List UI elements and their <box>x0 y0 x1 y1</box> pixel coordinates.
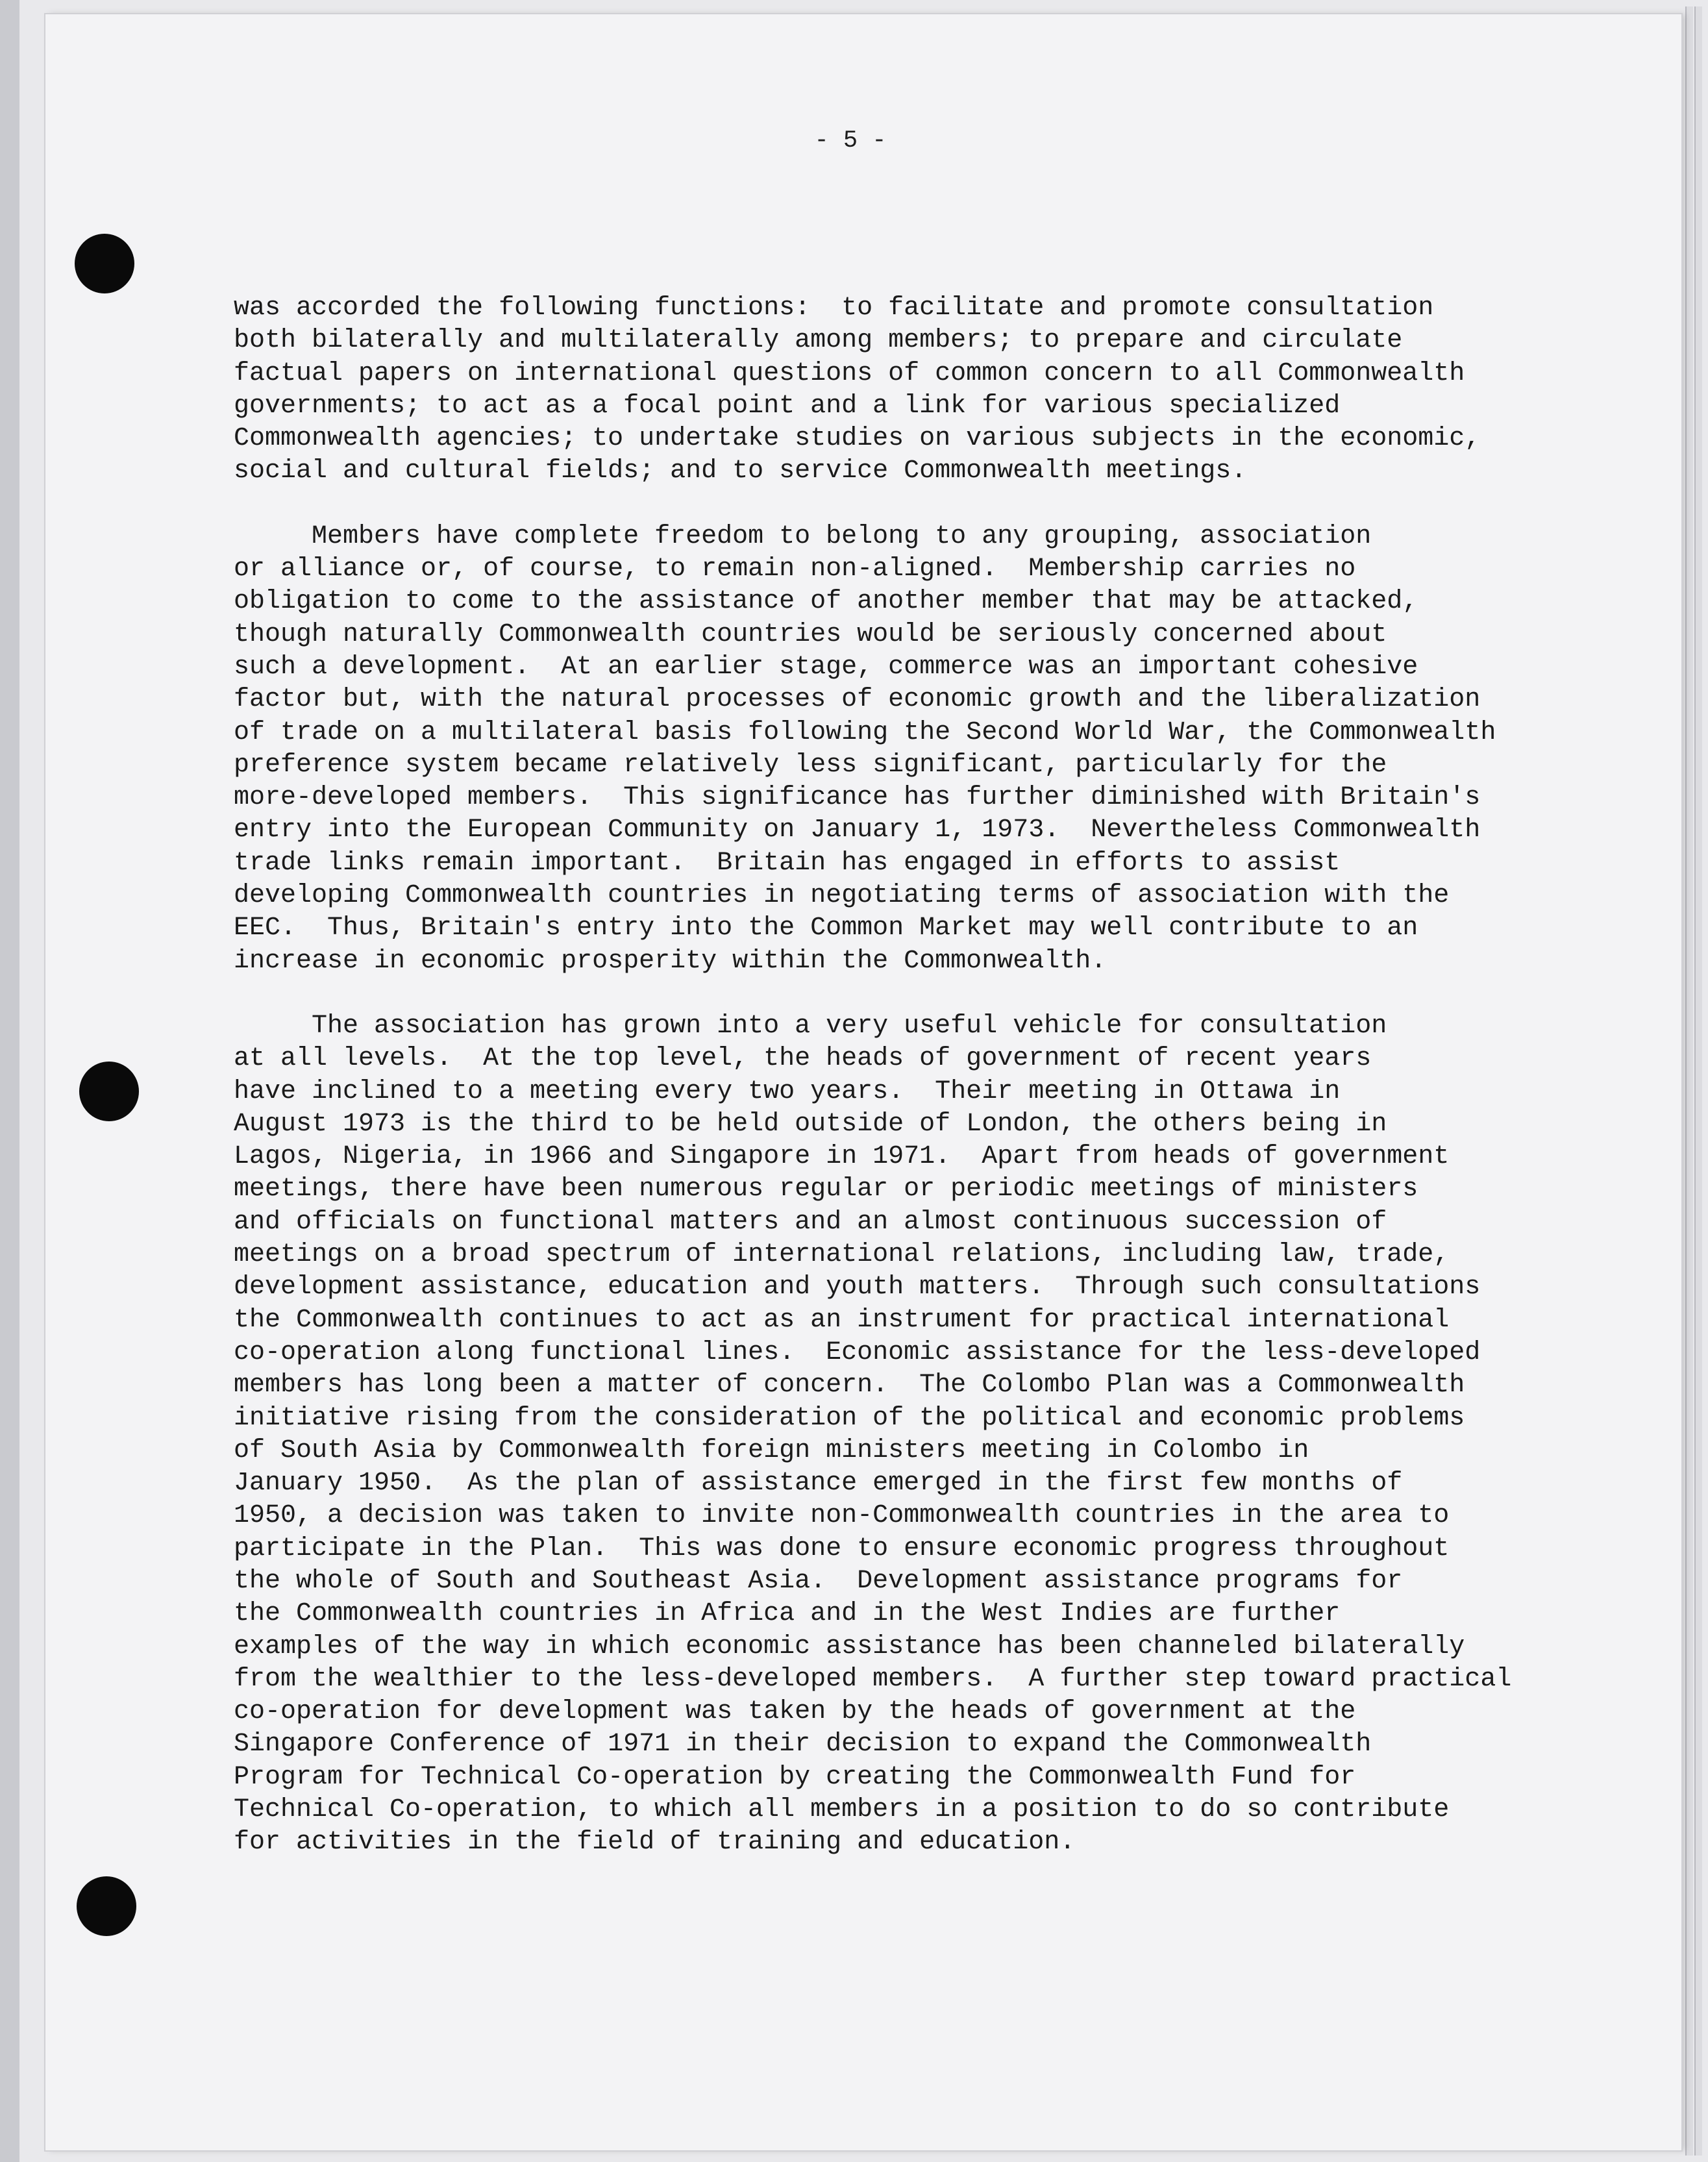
stacked-page-edge <box>1694 6 1702 2156</box>
punch-hole <box>75 234 134 293</box>
text-line: the Commonwealth countries in Africa and in the West Indies are further <box>234 1599 1341 1629</box>
text-line: co-operation along functional lines. Economic assistance for the less-developed <box>234 1337 1481 1367</box>
text-line: the Commonwealth continues to act as an instrument for practical international <box>234 1305 1450 1335</box>
text-line: trade links remain important. Britain has engaged in efforts to assist <box>234 848 1341 878</box>
text-line: developing Commonwealth countries in negotiating terms of association with the <box>234 881 1450 911</box>
text-line: preference system became relatively less significant, particularly for the <box>234 750 1387 780</box>
text-line: of trade on a multilateral basis following the Second World War, the Commonwealth <box>234 717 1496 747</box>
stacked-page-edge <box>1685 6 1693 2156</box>
paragraph <box>234 292 1597 488</box>
page-left-edge <box>0 0 19 2162</box>
text-line: Lagos, Nigeria, in 1966 and Singapore in 1971. Apart from heads of government <box>234 1142 1450 1172</box>
text-line: social and cultural fields; and to service Commonwealth meetings. <box>234 456 1247 486</box>
text-line: entry into the European Community on January 1, 1973. Nevertheless Commonwealth <box>234 815 1481 845</box>
text-line: meetings, there have been numerous regular or periodic meetings of ministers <box>234 1174 1418 1204</box>
text-line: though naturally Commonwealth countries would be seriously concerned about <box>234 619 1387 649</box>
text-line: participate in the Plan. This was done to ensure economic progress throughout <box>234 1534 1450 1563</box>
text-line: for activities in the field of training and education. <box>234 1828 1076 1858</box>
text-line: initiative rising from the consideration of the political and economic problems <box>234 1403 1465 1433</box>
text-line: co-operation for development was taken by the heads of government at the <box>234 1697 1356 1727</box>
paragraph <box>234 1010 1597 1859</box>
punch-hole <box>77 1876 136 1936</box>
text-line: more-developed members. This significance has further diminished with Britain's <box>234 783 1481 813</box>
text-line: development assistance, education and youth matters. Through such consultations <box>234 1273 1481 1302</box>
text-line: both bilaterally and multilaterally among members; to prepare and circulate <box>234 326 1403 356</box>
text-line: increase in economic prosperity within the Commonwealth. <box>234 946 1107 976</box>
text-line: Commonwealth agencies; to undertake studies on various subjects in the economic, <box>234 424 1481 454</box>
text-line: and officials on functional matters and an almost continuous succession of <box>234 1207 1387 1237</box>
text-line: at all levels. At the top level, the heads of government of recent years <box>234 1044 1372 1074</box>
text-line: obligation to come to the assistance of another member that may be attacked, <box>234 587 1418 617</box>
text-line: from the wealthier to the less-developed members. A further step toward practical <box>234 1664 1512 1694</box>
text-line: or alliance or, of course, to remain non-aligned. Membership carries no <box>234 554 1356 584</box>
text-line: The association has grown into a very useful vehicle for consultation <box>234 1011 1387 1041</box>
text-line: EEC. Thus, Britain's entry into the Common Market may well contribute to an <box>234 913 1418 943</box>
page-number: - 5 - <box>814 127 887 155</box>
text-line: of South Asia by Commonwealth foreign ministers meeting in Colombo in <box>234 1435 1309 1465</box>
document-body <box>234 292 1597 1892</box>
text-line: January 1950. As the plan of assistance emerged in the first few months of <box>234 1469 1403 1498</box>
text-line: such a development. At an earlier stage, commerce was an important cohesive <box>234 652 1418 682</box>
text-line: August 1973 is the third to be held outside of London, the others being in <box>234 1109 1387 1139</box>
text-line: have inclined to a meeting every two years. Their meeting in Ottawa in <box>234 1076 1341 1106</box>
punch-hole <box>79 1062 139 1121</box>
text-line: Singapore Conference of 1971 in their decision to expand the Commonwealth <box>234 1730 1372 1759</box>
text-line: Technical Co-operation, to which all members in a position to do so contribute <box>234 1795 1450 1825</box>
text-line: examples of the way in which economic assistance has been channeled bilaterally <box>234 1632 1465 1661</box>
text-line: factor but, with the natural processes of economic growth and the liberalization <box>234 685 1481 715</box>
paragraph <box>234 521 1597 978</box>
text-line: meetings on a broad spectrum of international relations, including law, trade, <box>234 1240 1450 1270</box>
text-line: members has long been a matter of concern. The Colombo Plan was a Commonwealth <box>234 1371 1465 1400</box>
text-line: factual papers on international questions of common concern to all Commonwealth <box>234 358 1465 388</box>
text-line: governments; to act as a focal point and a link for various specialized <box>234 391 1341 421</box>
text-line: 1950, a decision was taken to invite non-Commonwealth countries in the area to <box>234 1501 1450 1531</box>
text-line: Program for Technical Co-operation by creating the Commonwealth Fund for <box>234 1762 1356 1792</box>
text-line: Members have complete freedom to belong to any grouping, association <box>234 521 1372 551</box>
text-line: was accorded the following functions: to facilitate and promote consultation <box>234 293 1434 323</box>
text-line: the whole of South and Southeast Asia. Development assistance programs for <box>234 1566 1403 1596</box>
